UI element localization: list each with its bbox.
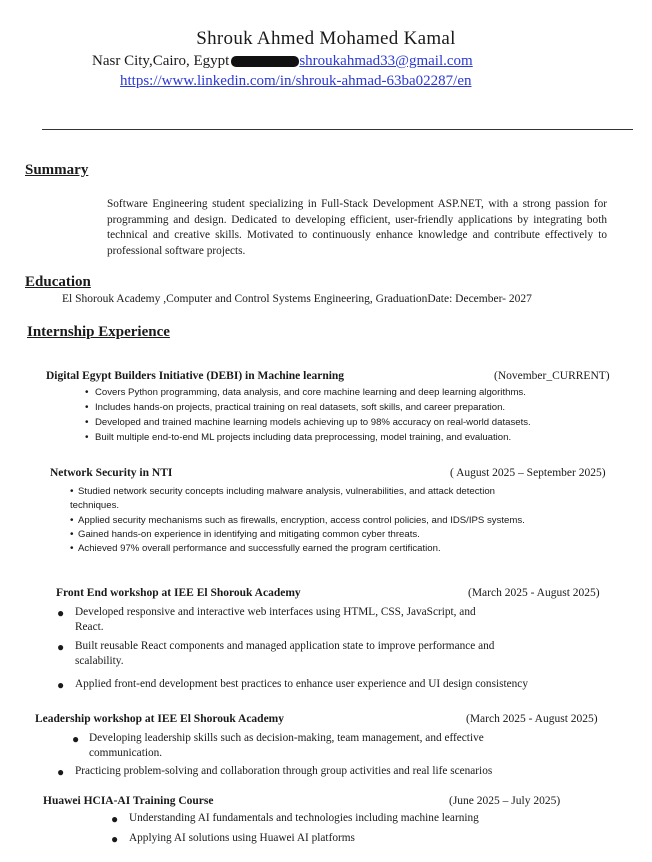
entry-role: Leadership workshop at IEE El Shorouk Academy — [35, 713, 285, 725]
list-item: Developed responsive and interactive web interfaces using HTML, CSS, JavaScript, and — [75, 606, 476, 618]
list-item: techniques. — [70, 500, 120, 511]
bullet-icon: ● — [57, 765, 65, 779]
entry-role: Digital Egypt Builders Initiative (DEBI) in Machine learning — [46, 370, 345, 382]
email-link[interactable]: shroukahmad33@gmail.com — [299, 53, 473, 69]
entry-date: (June 2025 – July 2025) — [449, 795, 561, 807]
list-item: Studied network security concepts including malware analysis, vulnerabilities, and attack detection — [78, 486, 496, 497]
list-item: React. — [75, 621, 104, 633]
linkedin-link[interactable]: https://www.linkedin.com/in/shrouk-ahmad-63ba02287/en — [120, 73, 472, 89]
education-line: El Shorouk Academy ,Computer and Control Systems Engineering, GraduationDate: December- 2027 — [62, 293, 532, 305]
entry-role: Huawei HCIA-AI Training Course — [43, 795, 214, 807]
location: Nasr City,Cairo, Egypt — [92, 53, 230, 69]
entry-date: (November_CURRENT) — [494, 370, 610, 382]
candidate-name: Shrouk Ahmed Mohamed Kamal — [196, 28, 456, 49]
bullet-icon: ● — [57, 640, 65, 654]
header-divider — [42, 129, 633, 130]
bullet-icon: • — [85, 417, 89, 428]
list-item: Built multiple end-to-end ML projects including data preprocessing, model training, and evaluation. — [95, 432, 512, 443]
bullet-icon: • — [70, 529, 74, 540]
list-item: Applied front-end development best practices to enhance user experience and UI design consistency — [75, 678, 528, 690]
list-item: communication. — [89, 747, 163, 759]
bullet-icon: ● — [57, 606, 65, 620]
list-item: Includes hands-on projects, practical training on real datasets, soft skills, and career preparation. — [95, 402, 506, 413]
entry-date: (March 2025 - August 2025) — [466, 713, 598, 725]
entry-role: Front End workshop at IEE El Shorouk Academy — [56, 587, 301, 599]
list-item: Developing leadership skills such as decision-making, team management, and effective — [89, 732, 484, 744]
bullet-icon: • — [85, 387, 89, 398]
list-item: Developed and trained machine learning models achieving up to 98% accuracy on real-world datasets. — [95, 417, 531, 428]
list-item: Gained hands-on experience in identifying and mitigating common cyber threats. — [78, 529, 420, 540]
summary-heading: Summary — [25, 162, 89, 178]
bullet-icon: • — [70, 486, 74, 497]
redacted-phone — [231, 56, 299, 67]
bullet-icon: • — [70, 543, 74, 554]
entry-date: ( August 2025 – September 2025) — [450, 467, 606, 479]
entry-date: (March 2025 - August 2025) — [468, 587, 600, 599]
list-item: Understanding AI fundamentals and technologies including machine learning — [129, 812, 479, 824]
bullet-icon: ● — [111, 812, 119, 826]
education-heading: Education — [25, 274, 91, 290]
list-item: Covers Python programming, data analysis, and core machine learning and deep learning algorithms. — [95, 387, 526, 398]
bullet-icon: ● — [57, 678, 65, 692]
bullet-icon: • — [70, 515, 74, 526]
bullet-icon: ● — [72, 732, 80, 746]
internship-heading: Internship Experience — [27, 324, 170, 340]
list-item: scalability. — [75, 655, 124, 667]
list-item: Applying AI solutions using Huawei AI platforms — [129, 832, 355, 844]
list-item: Practicing problem-solving and collaboration through group activities and real life scenarios — [75, 765, 493, 777]
list-item: Built reusable React components and managed application state to improve performance and — [75, 640, 495, 652]
entry-role: Network Security in NTI — [50, 467, 173, 479]
bullet-icon: • — [85, 432, 89, 443]
bullet-icon: • — [85, 402, 89, 413]
contact-line — [92, 53, 473, 70]
list-item: Applied security mechanisms such as firewalls, encryption, access control policies, and IDS/IPS systems. — [78, 515, 525, 526]
summary-text: Software Engineering student specializing in Full-Stack Development ASP.NET, with a strong passion for programming and design. Dedicated to developing efficient, user-friendly applications by integrating both technical and creative skills. Motivated to continuously enhance knowledge and contribute effectively to professional software projects. — [107, 198, 607, 257]
bullet-icon: ● — [111, 832, 119, 846]
list-item: Achieved 97% overall performance and successfully earned the program certification. — [78, 543, 441, 554]
